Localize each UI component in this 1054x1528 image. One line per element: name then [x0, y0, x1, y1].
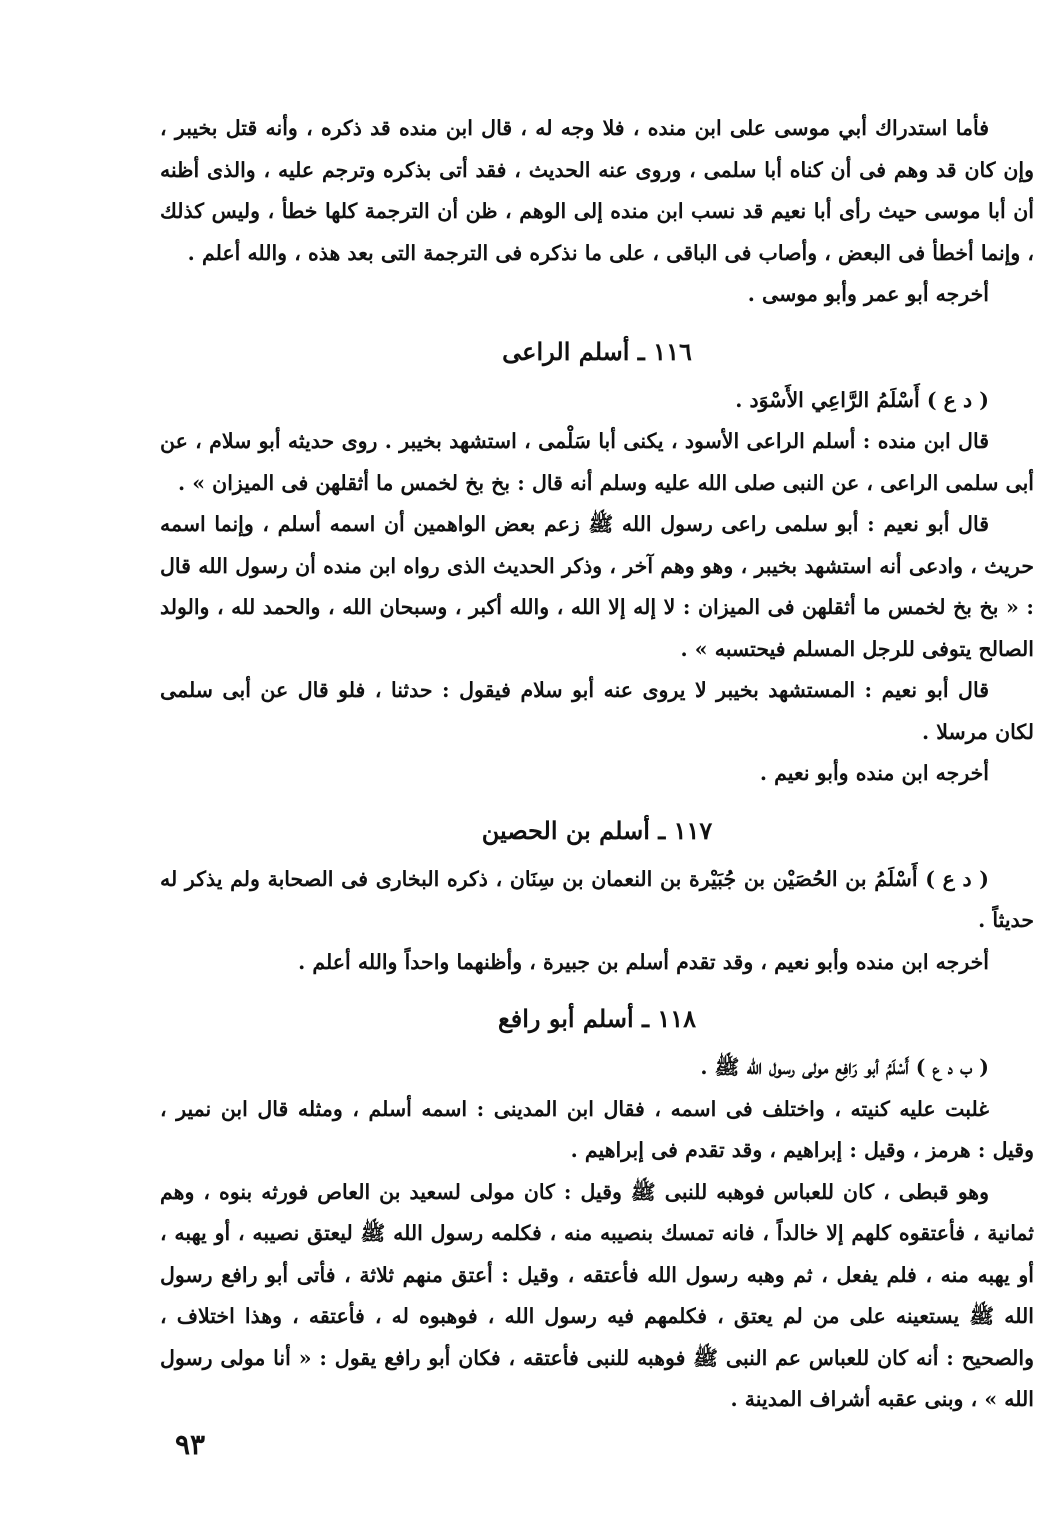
entry-117-title-line: ( د ع ) أَسْلَمُ بن الحُصَيْن بن جُبَيْرة بن النعمان بن سِنَان ، ذكره البخارى فى الصحابة ولم يذكر له حديثاً . [160, 866, 1034, 932]
entry-heading-116: ١١٦ ـ أسلم الراعى [502, 336, 692, 366]
entry-116-abu-nuaym-2: قال أبو نعيم : المستشهد بخيبر لا يروى عنه أبو سلام فيقول : حدثنا ، فلو قال عن أبى سلمى لكان مرسلا . [160, 678, 1034, 744]
entry-117-source: أخرجه ابن منده وأبو نعيم ، وقد تقدم أسلم بن جبيرة ، وأظنهما واحداً والله أعلم . [298, 949, 989, 974]
entry-heading-118: ١١٨ ـ أسلم أبو رافع [497, 1004, 697, 1033]
entry-116-title-line: ( د ع ) أَسْلَمُ الرَّاعِي الأَسْوَد . [735, 387, 989, 412]
page-body [160, 108, 1034, 1421]
entry-118-title-line: ( ب د ع ) أَسْلَمُ أبو رَافِع مولى رسول الله ﷺ . [700, 1055, 989, 1079]
entry-116-abu-nuaym: قال أبو نعيم : أبو سلمى راعى رسول الله ﷺ زعم بعض الواهمين أن اسمه أسلم ، وإنما اسمه حريث ، وادعى أنه استشهد بخيبر ، وهو وهم آخر ، وذكر الحديث الذى رواه ابن منده أن رسول الله قال : « بخ بخ لخمس ما أثقلهن فى الميزان : لا إله إلا الله ، والله أكبر ، وسبحان الله ، والحمد لله ، والولد الصالح يتوفى للرجل المسلم فيحتسبه » . [160, 512, 1034, 661]
paragraph-abu-musa-critique: فأما استدراك أبي موسى على ابن منده ، فلا وجه له ، قال ابن منده قد ذكره ، وأنه قتل بخيبر ، وإن كان قد وهم فى أن كناه أبا سلمى ، وروى عنه الحديث ، فقد أتى بذكره وترجم عليه ، والذى أظنه أن أبا موسى حيث رأى أبا نعيم قد نسب ابن منده إلى الوهم ، ظن أن الترجمة كلها خطأ ، وليس كذلك ، وإنما أخطأ فى البعض ، وأصاب فى الباقى ، على ما نذكره فى الترجمة التى بعد هذه ، والله أعلم . [160, 116, 1034, 265]
page-number: ٩٣ [175, 1428, 206, 1461]
paragraph-source-abu-umar: أخرجه أبو عمر وأبو موسى . [747, 282, 989, 306]
entry-118-name-dispute: غلبت عليه كنيته ، واختلف فى اسمه ، فقال ابن المدينى : اسمه أسلم ، ومثله قال ابن نمير ، وقيل : هرمز ، وقيل : إبراهيم ، وقد تقدم فى إبراهيم . [160, 1096, 1034, 1162]
entry-118-biography: وهو قبطى ، كان للعباس فوهبه للنبى ﷺ وقيل : كان مولى لسعيد بن العاص فورثه بنوه ، وهم ثمانية ، فأعتقوه كلهم إلا خالداً ، فانه تمسك بنصيبه منه ، فكلمه رسول الله ﷺ ليعتق نصيبه ، أو يهبه ، أو يهبه منه ، فلم يفعل ، ثم وهبه رسول الله فأعتقه ، وقيل : أعتق منهم ثلاثة ، فأتى أبو رافع رسول الله ﷺ يستعينه على من لم يعتق ، فكلمهم فيه رسول الله ، فوهبوه له ، فأعتقه ، وهذا اختلاف ، والصحيح : أنه كان للعباس عم النبى ﷺ فوهبه للنبى فأعتقه ، فكان أبو رافع يقول : « أنا مولى رسول الله » ، وبنى عقبه أشراف المدينة . [160, 1179, 1034, 1411]
entry-heading-117: ١١٧ ـ أسلم بن الحصين [481, 815, 713, 845]
entry-116-source: أخرجه ابن منده وأبو نعيم . [759, 761, 989, 785]
entry-116-ibn-manda: قال ابن منده : أسلم الراعى الأسود ، يكنى أبا سَلْمى ، استشهد بخيبر . روى حديثه أبو سلام ، عن أبى سلمى الراعى ، عن النبى صلى الله عليه وسلم أنه قال : بخ بخ لخمس ما أثقلهن فى الميزان » . [160, 429, 1034, 495]
